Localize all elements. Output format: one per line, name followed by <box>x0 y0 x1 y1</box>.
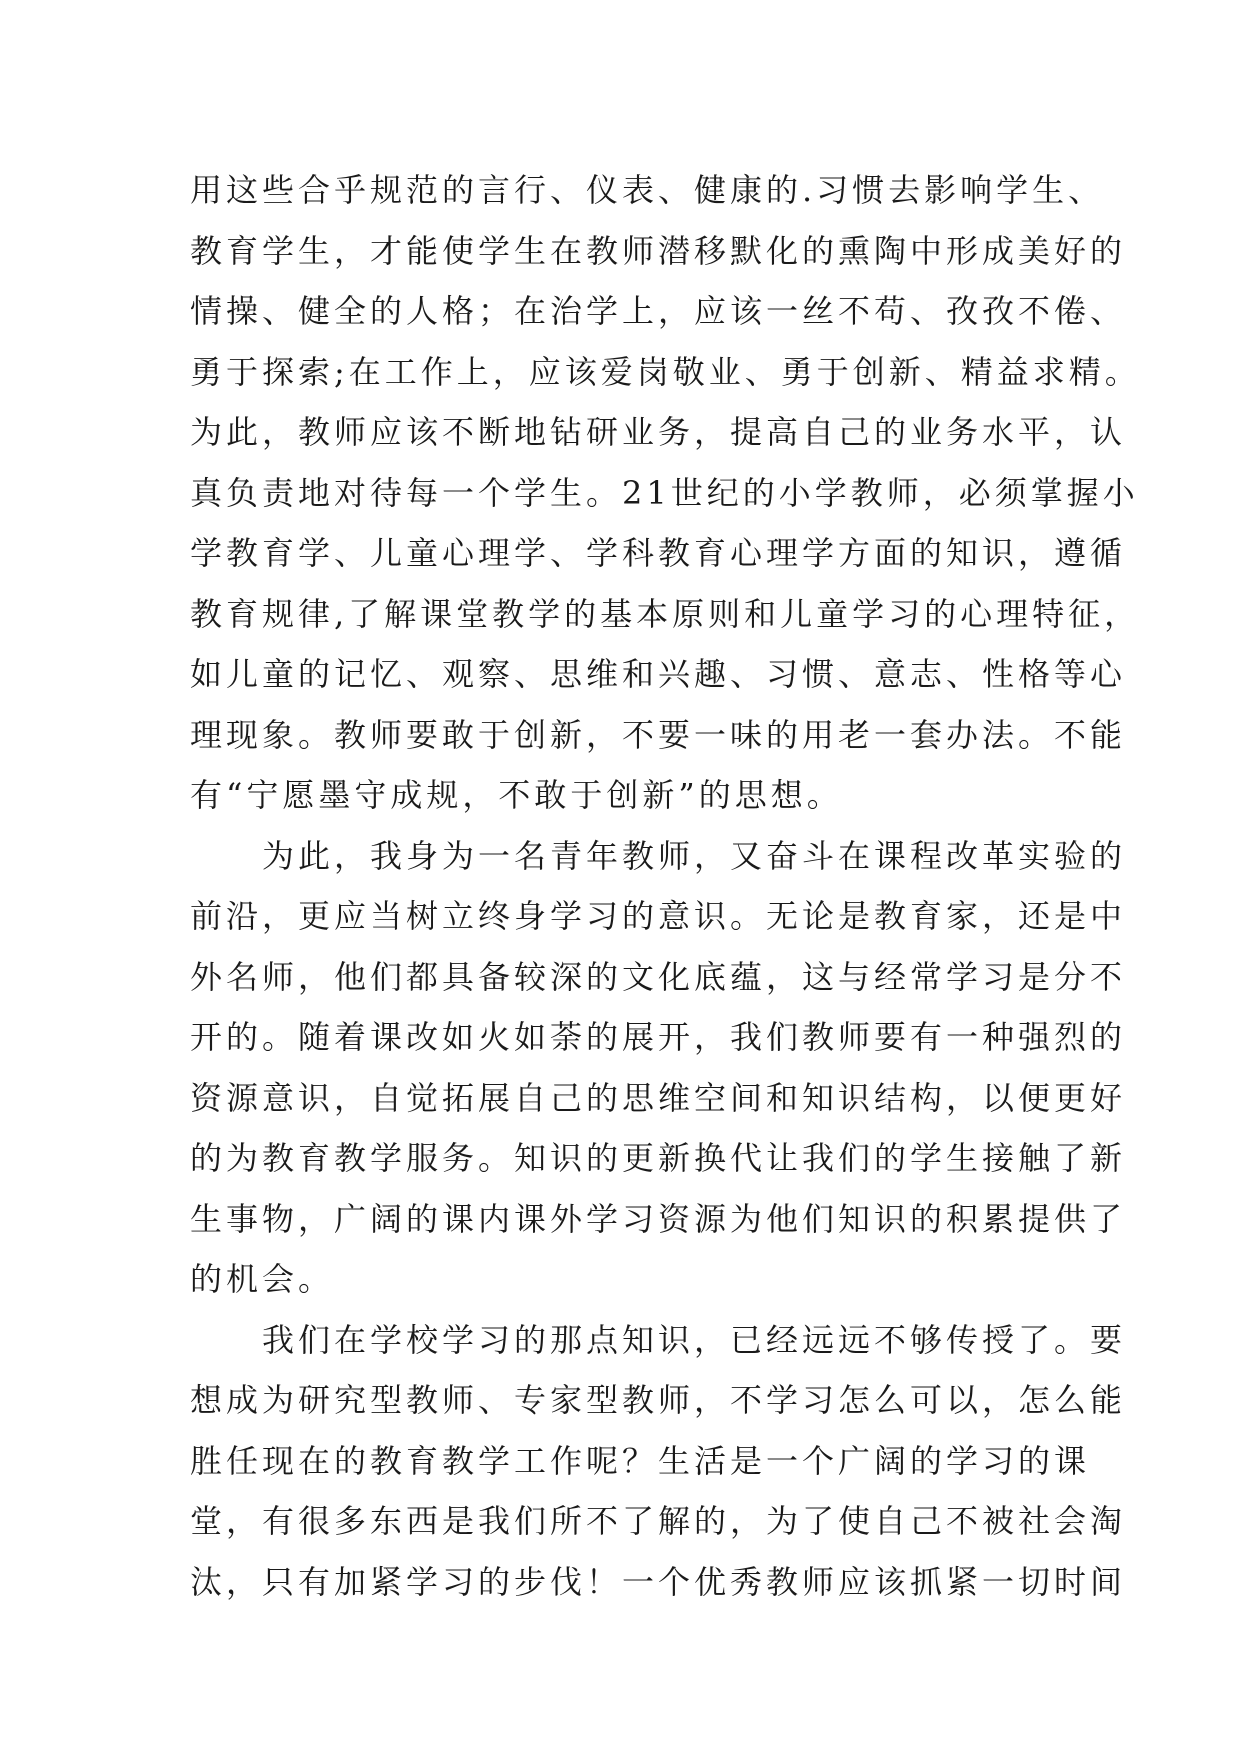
text-line: 我们在学校学习的那点知识，已经远远不够传授了。要 <box>190 1320 1127 1359</box>
text-line: 外名师，他们都具备较深的文化底蕴，这与经常学习是分不 <box>190 957 1127 996</box>
body-text <box>190 160 1141 1612</box>
text-line: 前沿，更应当树立终身学习的意识。无论是教育家，还是中 <box>190 897 1127 935</box>
text-line: 学教育学、儿童心理学、学科教育心理学方面的知识，遵循 <box>190 534 1127 572</box>
text-line: 的机会。 <box>190 1260 335 1298</box>
text-line: 生事物，广阔的课内课外学习资源为他们知识的积累提供了 <box>190 1199 1127 1238</box>
text-line: 开的。随着课改如火如荼的展开，我们教师要有一种强烈的 <box>190 1018 1127 1056</box>
text-line: 真负责地对待每一个学生。21世纪的小学教师，必须掌握小 <box>190 473 1139 512</box>
text-line: 汰，只有加紧学习的步伐！一个优秀教师应该抓紧一切时间 <box>190 1562 1127 1601</box>
text-line: 情操、健全的人格；在治学上，应该一丝不苟、孜孜不倦、 <box>190 292 1127 330</box>
text-line: 堂，有很多东西是我们所不了解的，为了使自己不被社会淘 <box>190 1502 1127 1540</box>
text-line: 教育学生，才能使学生在教师潜移默化的熏陶中形成美好的 <box>190 231 1127 270</box>
text-line: 的为教育教学服务。知识的更新换代让我们的学生接触了新 <box>190 1139 1127 1177</box>
text-line: 如儿童的记忆、观察、思维和兴趣、习惯、意志、性格等心 <box>190 655 1127 693</box>
text-line: 想成为研究型教师、专家型教师，不学习怎么可以，怎么能 <box>190 1381 1127 1419</box>
text-line: 为此，教师应该不断地钻研业务，提高自己的业务水平，认 <box>190 413 1127 451</box>
text-line: 理现象。教师要敢于创新，不要一味的用老一套办法。不能 <box>190 715 1127 754</box>
text-line: 为此，我身为一名青年教师，又奋斗在课程改革实验的 <box>190 836 1127 875</box>
text-line: 教育规律,了解课堂教学的基本原则和儿童学习的心理特征， <box>190 594 1141 633</box>
text-line: 胜任现在的教育教学工作呢？生活是一个广阔的学习的课 <box>190 1441 1091 1480</box>
text-line: 勇于探索;在工作上，应该爱岗敬业、勇于创新、精益求精。 <box>190 352 1141 391</box>
text-line: 资源意识，自觉拓展自己的思维空间和知识结构，以便更好 <box>190 1078 1127 1117</box>
text-line: 有“宁愿墨守成规，不敢于创新”的思想。 <box>190 776 843 814</box>
text-line: 用这些合乎规范的言行、仪表、健康的.习惯去影响学生、 <box>190 171 1105 209</box>
